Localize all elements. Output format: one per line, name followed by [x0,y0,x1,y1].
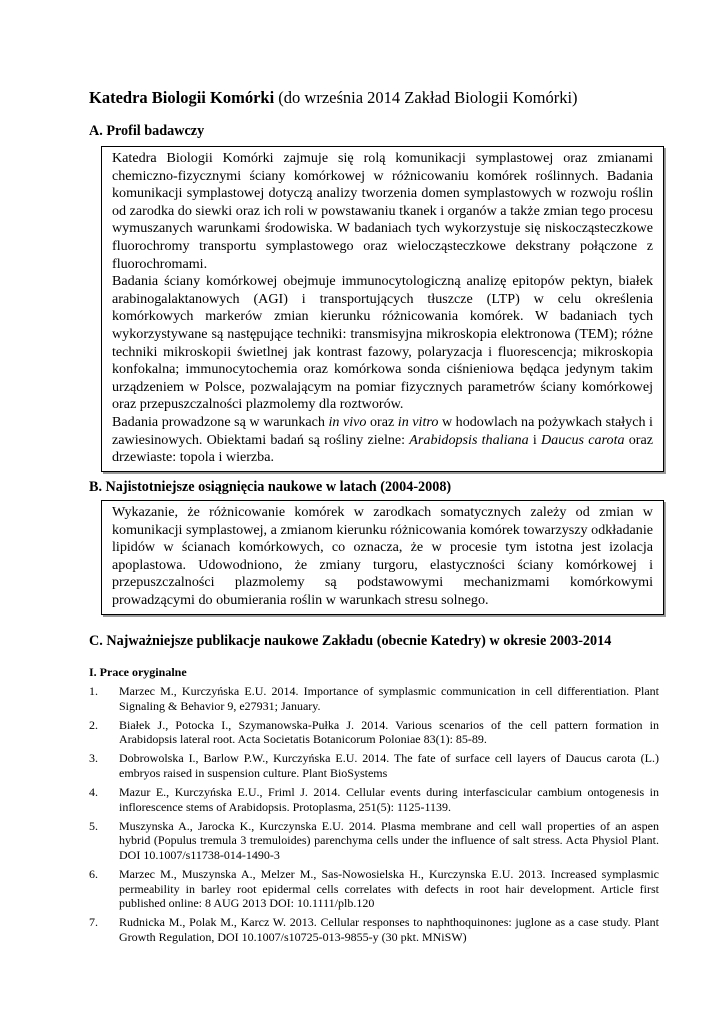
list-item-number: 4. [89,785,98,800]
list-item-number: 5. [89,818,98,833]
list-item [89,718,659,747]
italic-run: Daucus carota [540,431,625,448]
publication-list [89,684,659,949]
section-c-subheading: I. Prace oryginalne [89,665,187,679]
list-item-text: Marzec M., Kurczyńska E.U. 2014. Importance of symplasmic communication in cell differentiation. Plant Signaling & Behavior 9, e27931; January. [119,684,659,713]
list-item-text: Marzec M., Muszynska A., Melzer M., Sas-Nowosielska H., Kurczynska E.U. 2013. Increased symplasmic permeability in barley root epidermal cells correlates with defects in root hair development. Article first published online: 8 AUG 2013 DOI: 10.1111/plb.120 [119,867,659,911]
list-item-number: 2. [89,717,98,732]
list-item [89,915,659,944]
italic-run: in vivo [328,413,367,430]
section-a-box [101,146,664,472]
section-c-heading: C. Najważniejsze publikacje naukowe Zakładu (obecnie Katedry) w okresie 2003-2014 [89,633,612,649]
page-title-bold: Katedra Biologii Komórki [89,88,275,107]
list-item-number: 3. [89,751,98,766]
list-item-text: Muszynska A., Jarocka K., Kurczynska E.U. 2014. Plasma membrane and cell wall properties of an aspen hybrid (Populus tremula 3 tremuloides) parenchyma cells under the influence of salt stress. Acta Physiol Plant. DOI 10.1007/s11738-014-1490-3 [119,818,659,862]
list-item [89,867,659,911]
italic-run: Arabidopsis thaliana [409,431,529,448]
italic-run: in vitro [397,413,439,430]
list-item [89,684,659,713]
section-a-paragraph-3 [112,414,653,467]
page-title-rest: (do września 2014 Zakład Biologii Komórki) [274,88,578,107]
page-title [89,88,689,108]
list-item-text: Rudnicka M., Polak M., Karcz W. 2013. Cellular responses to naphthoquinones: juglone as a case study. Plant Growth Regulation, DOI 10.1007/s10725-013-9855-y (30 pkt. MNiSW) [119,915,659,944]
text-run: Badania prowadzone są w warunkach [112,413,329,430]
section-b-heading: B. Najistotniejsze osiągnięcia naukowe w latach (2004-2008) [89,479,452,495]
text-run: oraz drzewiaste: topola i wierzba. [112,431,654,466]
text-run: i [528,431,541,448]
text-run: oraz [366,413,398,430]
section-a-heading: A. Profil badawczy [89,123,205,139]
list-item [89,785,659,814]
list-item-number: 6. [89,867,98,882]
list-item-text: Dobrowolska I., Barlow P.W., Kurczyńska E.U. 2014. The fate of surface cell layers of Daucus carota (L.) embryos raised in suspension culture. Plant BioSystems [119,751,659,780]
list-item-number: 7. [89,915,98,930]
section-b-box [101,500,664,615]
section-a-paragraph-2: Badania ściany komórkowej obejmuje immunocytologiczną analizę epitopów pektyn, białek arabinogalaktanowych (AGI) i transportujących tłuszcze (LTP) w celu określenia komórkowych markerów zmian kierunku różnicowania komórek. W badaniach tych wykorzystywane są następujące techniki: transmisyjna mikroskopia elektronowa (TEM); różne techniki mikroskopii świetlnej jak kontrast fazowy, polaryzacja i fluorescencja; mikroskopia konfokalna; immunocytochemia oraz komórkowa sonda ciśnieniowa będąca jedynym takim urządzeniem w Polsce, pozwalającym na pomiar fizycznych parametrów ściany komórkowej oraz przepuszczalności plazmolemy dla roztworów. [112,273,653,413]
list-item [89,751,659,780]
list-item [89,819,659,863]
list-item-text: Białek J., Potocka I., Szymanowska-Pułka J. 2014. Various scenarios of the cell pattern formation in Arabidopsis lateral root. Acta Societatis Botanicorum Poloniae 83(1): 85-89. [119,717,659,747]
section-b-text: Wykazanie, że różnicowanie komórek w zarodkach somatycznych zależy od zmian w komunikacji symplastowej, a zmianom kierunku różnicowania komórek towarzyszy odkładanie lipidów w ścianach komórkowych, co oznacza, że w procesie tym istotna jest izolacja apoplastowa. Udowodniono, że zmiany turgoru, elastyczności ściany komórkowej i przepuszczalności plazmolemy są podstawowymi mechanizmami komórkowymi prowadzącymi do obumierania roślin w warunkach stresu solnego. [112,504,653,608]
text-run: w hodowlach na pożywkach stałych i zawiesinowych. Obiektami badań są rośliny zielne: [112,413,653,448]
section-a-paragraph-1: Katedra Biologii Komórki zajmuje się rolą komunikacji symplastowej oraz zmianami chemiczno-fizycznymi ściany komórkowej w różnicowaniu komórek roślinnych. Badania komunikacji symplastowej dotyczą analizy tworzenia domen symplastowych w rozwoju roślin od zarodka do siewki oraz ich roli w powstawaniu tkanek i organów a także zmian tego procesu wymuszanych warunkami środowiska. W badaniach tych wykorzystuje się niskocząsteczkowe fluorochromy transportu symplastowego oraz wielocząsteczkowe dekstrany połączone z fluorochromami. [112,150,653,272]
list-item-text: Mazur E., Kurczyńska E.U., Friml J. 2014. Cellular events during interfascicular cambium ontogenesis in inflorescence stems of Arabidopsis. Protoplasma, 251(5): 1125-1139. [119,785,659,814]
list-item-number: 1. [89,684,98,698]
